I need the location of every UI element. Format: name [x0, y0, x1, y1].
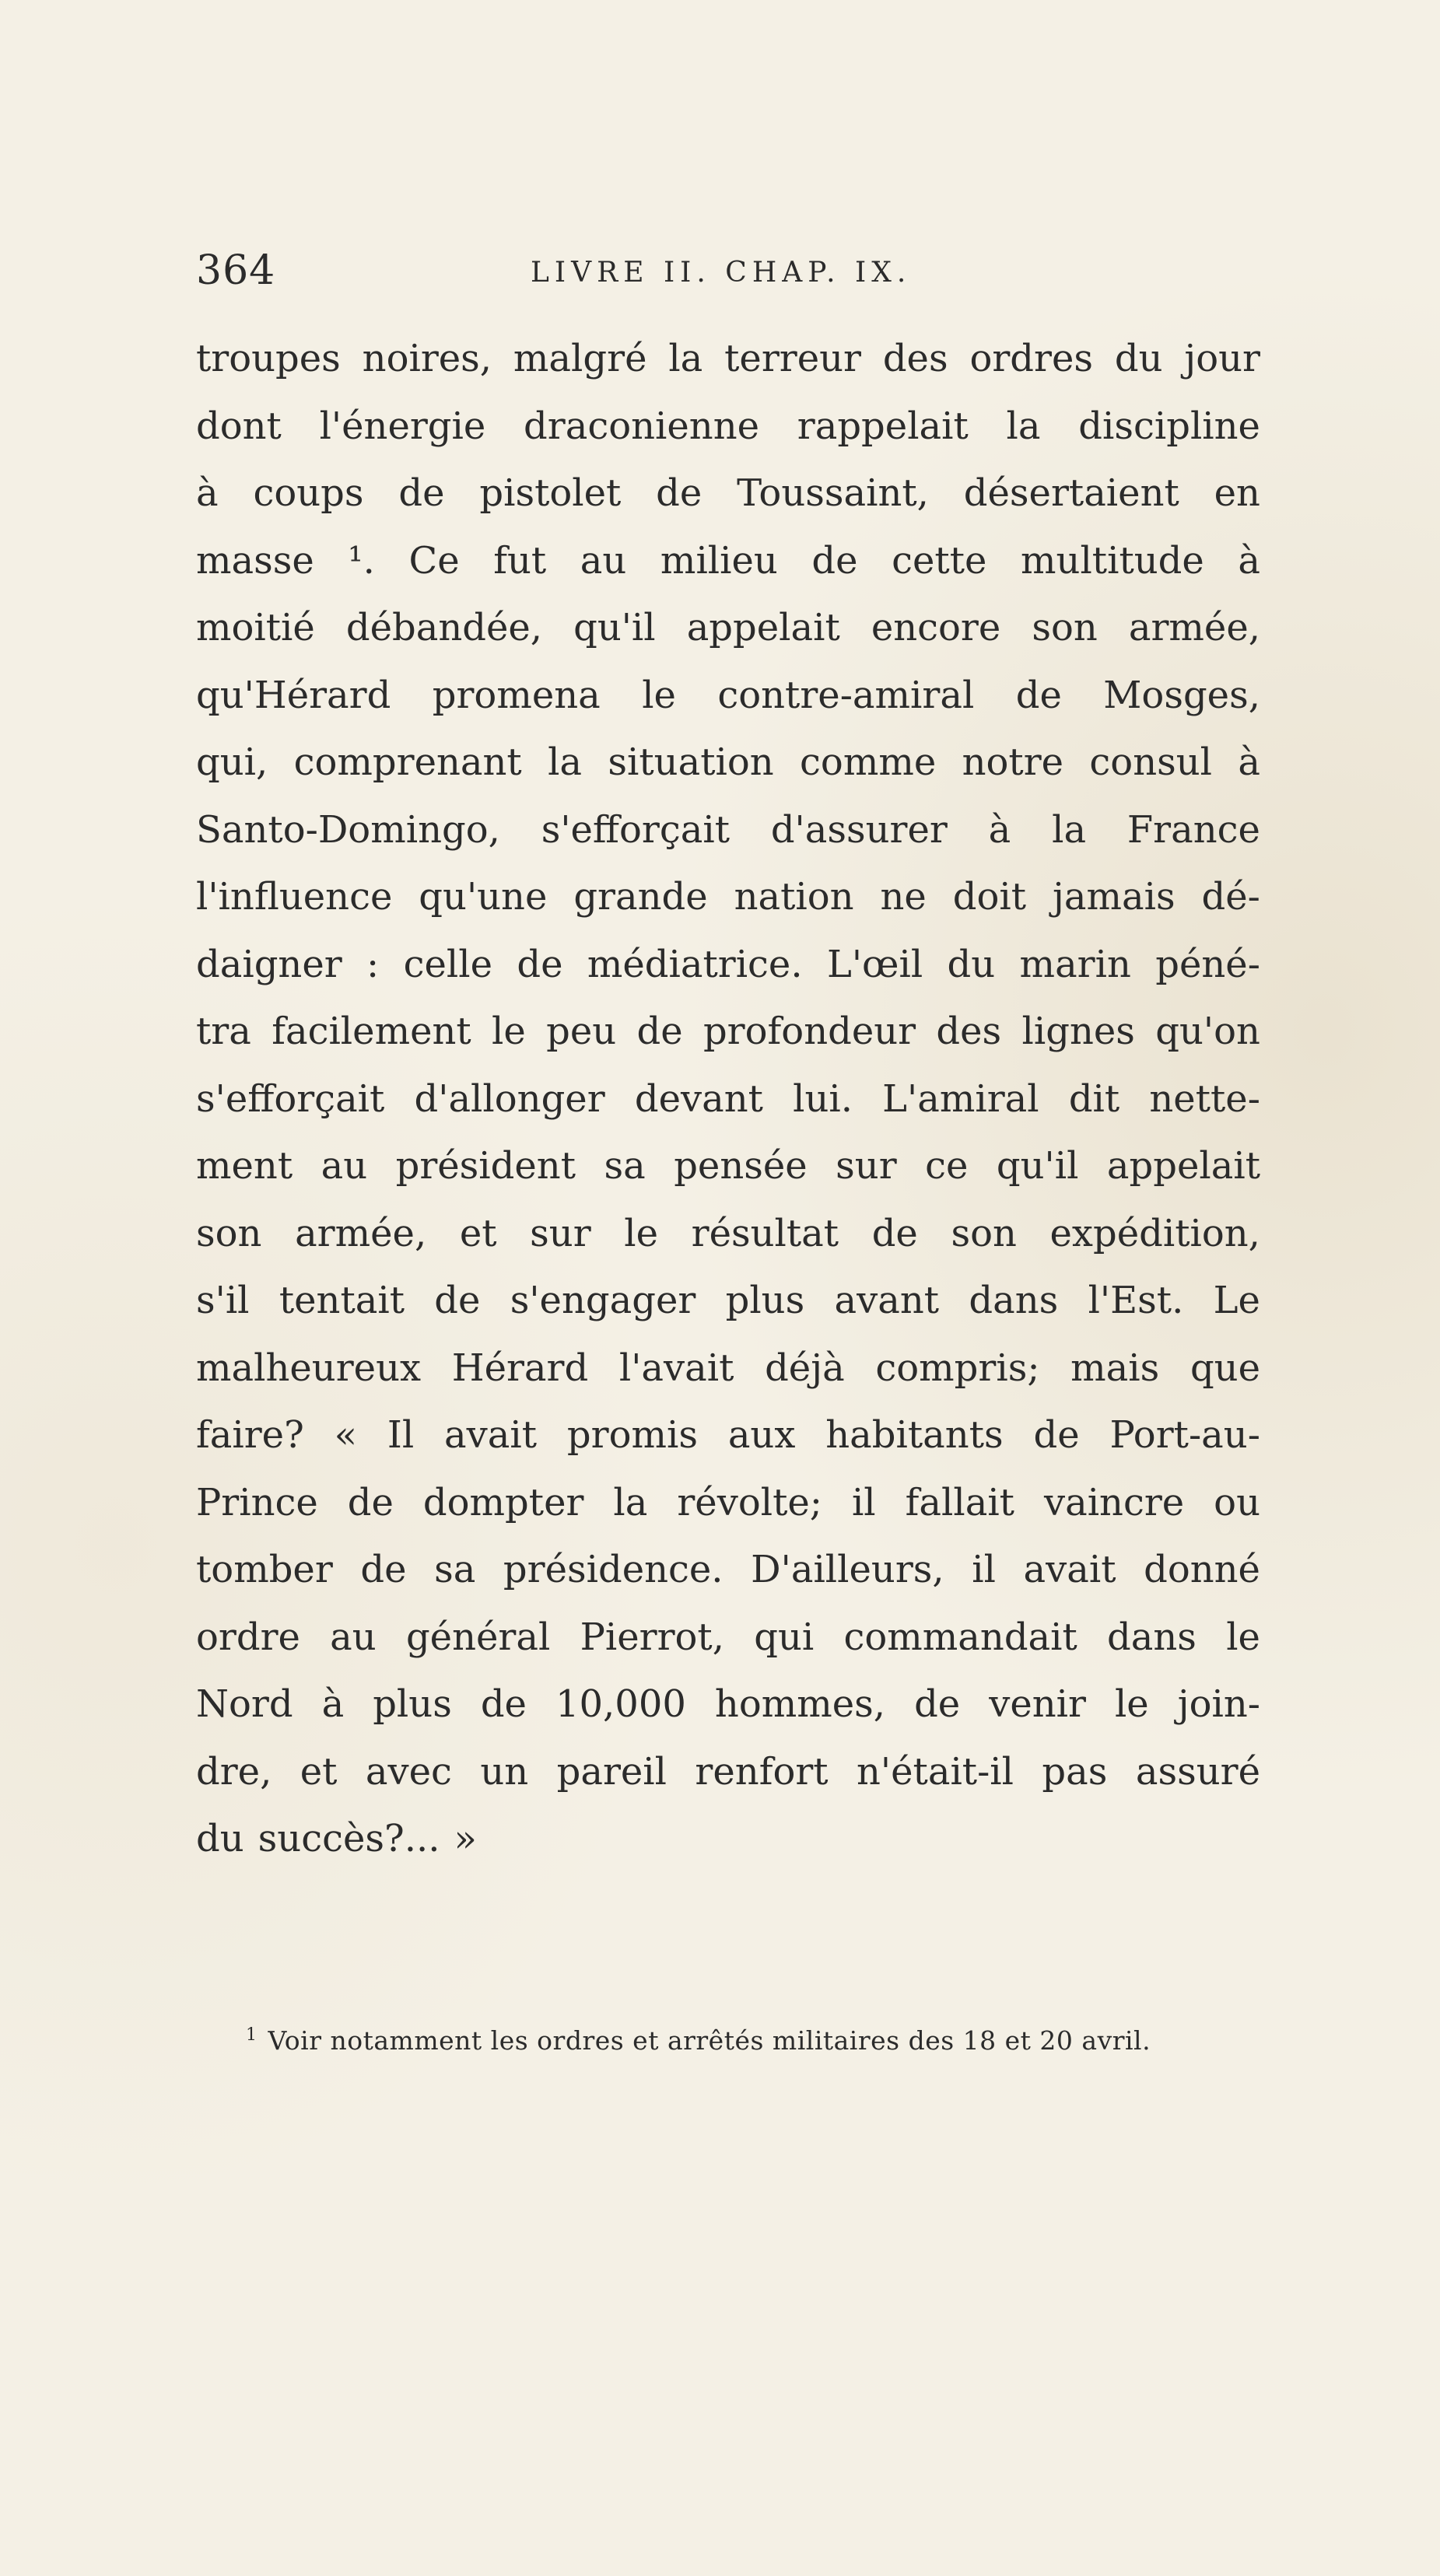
text-line — [196, 460, 1260, 527]
word: sa — [604, 1144, 646, 1188]
word: hommes, — [714, 1682, 886, 1726]
word: Mosges, — [1103, 673, 1260, 717]
word: 10,000 — [555, 1682, 686, 1726]
word: présidence. — [503, 1548, 724, 1591]
text-line — [196, 1805, 1260, 1873]
word: Toussaint, — [737, 471, 929, 515]
word: à — [321, 1682, 345, 1726]
text-line — [196, 863, 1260, 931]
word: mais — [1070, 1346, 1160, 1390]
word: peu — [546, 1010, 617, 1053]
word: lui. — [793, 1076, 853, 1121]
text-line — [196, 1536, 1260, 1604]
word: l'influence — [196, 875, 393, 919]
text-line — [196, 1132, 1260, 1200]
word: il — [851, 1480, 876, 1524]
word: de — [1015, 673, 1062, 717]
word: désertaient — [963, 471, 1179, 515]
text-line — [196, 1335, 1260, 1402]
word: L'amiral — [882, 1076, 1039, 1121]
word: ne — [880, 875, 927, 919]
word: D'ailleurs, — [751, 1548, 944, 1591]
word: coups — [253, 471, 364, 515]
text-line — [196, 1200, 1260, 1268]
word: son — [951, 1211, 1017, 1255]
word: de — [517, 942, 563, 986]
word: noires, — [362, 337, 492, 380]
page-number: 364 — [196, 247, 276, 294]
text-line — [196, 1604, 1260, 1671]
word: dompter — [422, 1480, 584, 1524]
word: d'allonger — [414, 1076, 605, 1121]
word: Il — [387, 1413, 415, 1457]
word: l'énergie — [319, 404, 486, 448]
word: avait — [1023, 1548, 1116, 1591]
running-head — [196, 247, 1260, 317]
word: de — [914, 1682, 961, 1726]
word: il — [972, 1548, 996, 1591]
word: péné- — [1155, 942, 1260, 986]
footnote-marker: 1 — [246, 2025, 258, 2045]
word: qui — [754, 1615, 815, 1659]
word: qu'il — [996, 1144, 1079, 1188]
word: Port-au- — [1109, 1413, 1260, 1457]
word: notre — [962, 740, 1064, 784]
word: marin — [1019, 942, 1131, 986]
footnote-text: Voir notamment les ordres et arrêtés militaires des 18 et 20 avril. — [268, 2025, 1151, 2056]
word: et — [300, 1749, 338, 1794]
word: sa — [434, 1548, 476, 1591]
text-line — [196, 796, 1260, 864]
word: encore — [871, 606, 1001, 649]
word: multitude — [1021, 538, 1204, 583]
word: un — [480, 1749, 529, 1794]
word: consul — [1089, 740, 1213, 784]
word: nette- — [1149, 1076, 1260, 1121]
word: ou — [1214, 1480, 1260, 1524]
word: ordres — [969, 337, 1093, 380]
word: troupes — [196, 337, 341, 380]
word: succès?... — [258, 1817, 440, 1860]
word: que — [1189, 1346, 1260, 1390]
word: et — [459, 1211, 497, 1255]
word: son — [196, 1211, 262, 1255]
word: révolte; — [677, 1480, 822, 1524]
body-text — [196, 325, 1260, 1873]
word: devant — [634, 1076, 763, 1121]
word: join- — [1177, 1682, 1260, 1726]
word: président — [395, 1144, 576, 1188]
word: Nord — [196, 1682, 293, 1726]
text-line — [196, 527, 1260, 595]
text-line — [196, 998, 1260, 1066]
word: la — [1006, 404, 1041, 448]
word: daigner — [196, 942, 342, 986]
word: au — [580, 538, 627, 583]
word: dont — [196, 404, 282, 448]
word: appelait — [686, 606, 840, 649]
word: Pierrot, — [580, 1615, 724, 1659]
word: de — [811, 538, 858, 583]
word: le — [492, 1010, 526, 1053]
word: grande — [573, 875, 708, 919]
word: plus — [725, 1279, 805, 1322]
word: médiatrice. — [587, 942, 803, 986]
word: Santo-Domingo, — [196, 807, 500, 852]
chapter-title: LIVRE II. CHAP. IX. — [531, 257, 912, 289]
word: L'œil — [826, 942, 923, 986]
word: dé- — [1201, 875, 1260, 919]
word: qu'une — [419, 875, 548, 919]
word: déjà — [765, 1346, 845, 1390]
word: l'avait — [618, 1346, 734, 1390]
word: des — [936, 1010, 1002, 1053]
word: cette — [892, 538, 987, 583]
word: de — [636, 1010, 683, 1053]
word: situation — [608, 740, 774, 784]
word: malheureux — [196, 1346, 422, 1390]
word: avant — [834, 1279, 940, 1322]
word: le — [1114, 1682, 1149, 1726]
word: lignes — [1021, 1010, 1135, 1053]
word: fut — [493, 538, 547, 583]
word: la — [548, 740, 583, 784]
word: pas — [1042, 1749, 1108, 1794]
word: jamais — [1052, 875, 1175, 919]
word: de — [1033, 1413, 1080, 1457]
word: compris; — [875, 1346, 1040, 1390]
word: ordre — [196, 1615, 300, 1659]
word: commandait — [843, 1615, 1077, 1659]
word: le — [1226, 1615, 1260, 1659]
text-line — [196, 594, 1260, 662]
word: ¹. — [348, 538, 375, 583]
word: Ce — [408, 538, 460, 583]
word: du — [1114, 337, 1163, 380]
word: le — [624, 1211, 659, 1255]
word: armée, — [1128, 606, 1260, 649]
word: pistolet — [479, 471, 622, 515]
word: de — [398, 471, 445, 515]
word: général — [405, 1615, 551, 1659]
word: du — [947, 942, 996, 986]
word: Prince — [196, 1480, 318, 1524]
word: la — [613, 1480, 648, 1524]
word: d'assurer — [770, 807, 948, 852]
word: promena — [432, 673, 601, 717]
word: tentait — [279, 1279, 405, 1322]
word: du — [196, 1817, 244, 1860]
word: tra — [196, 1010, 251, 1053]
word: le — [642, 673, 676, 717]
word: au — [330, 1615, 377, 1659]
text-line — [196, 1402, 1260, 1469]
word: terreur — [724, 337, 861, 380]
text-line — [196, 729, 1260, 796]
word: n'était-il — [857, 1749, 1014, 1794]
word: dans — [1107, 1615, 1196, 1659]
word: qu'Hérard — [196, 673, 391, 717]
word: tomber — [196, 1548, 333, 1591]
word: s'il — [196, 1279, 250, 1322]
word: renfort — [695, 1749, 829, 1794]
word: facilement — [272, 1010, 471, 1053]
word: s'efforçait — [196, 1076, 385, 1121]
word: aux — [727, 1413, 796, 1457]
text-line — [196, 1066, 1260, 1133]
word: qu'il — [573, 606, 656, 649]
word: avec — [365, 1749, 452, 1794]
word: s'efforçait — [541, 807, 731, 852]
word: nation — [734, 875, 854, 919]
word: comprenant — [293, 740, 522, 784]
word: s'engager — [510, 1279, 696, 1322]
word: à — [196, 471, 219, 515]
text-line — [196, 1671, 1260, 1738]
word: des — [882, 337, 948, 380]
word: ce — [925, 1144, 969, 1188]
word: Hérard — [451, 1346, 589, 1390]
word: comme — [800, 740, 937, 784]
footnote — [246, 2025, 1257, 2056]
word: fallait — [905, 1480, 1014, 1524]
word: à — [988, 807, 1011, 852]
word: à — [1238, 538, 1260, 583]
word: l'Est. — [1088, 1279, 1184, 1322]
word: appelait — [1106, 1144, 1260, 1188]
word: habitants — [825, 1413, 1004, 1457]
word: de — [434, 1279, 481, 1322]
word: pareil — [556, 1749, 667, 1794]
word: « — [334, 1413, 358, 1457]
word: avait — [444, 1413, 538, 1457]
word: sur — [836, 1144, 897, 1188]
word: la — [1052, 807, 1087, 852]
word: celle — [403, 942, 492, 986]
word: rappelait — [797, 404, 969, 448]
word: promis — [566, 1413, 698, 1457]
word: à — [1238, 740, 1260, 784]
word: plus — [373, 1682, 452, 1726]
word: de — [871, 1211, 918, 1255]
word: venir — [989, 1682, 1086, 1726]
word: dit — [1068, 1076, 1120, 1121]
word: de — [347, 1480, 394, 1524]
word: pensée — [674, 1144, 808, 1188]
text-line — [196, 931, 1260, 999]
word: expédition, — [1049, 1211, 1260, 1255]
word: masse — [196, 538, 314, 583]
text-line — [196, 662, 1260, 730]
word: son — [1032, 606, 1098, 649]
word: » — [454, 1817, 477, 1860]
text-line — [196, 325, 1260, 393]
word: de — [360, 1548, 407, 1591]
word: profondeur — [702, 1010, 916, 1053]
word: ment — [196, 1144, 293, 1188]
word: France — [1126, 807, 1260, 852]
word: moitié — [196, 606, 315, 649]
word: donné — [1144, 1548, 1260, 1591]
text-line — [196, 393, 1260, 460]
text-line — [196, 1738, 1260, 1806]
word: faire? — [196, 1413, 304, 1457]
word: milieu — [660, 538, 778, 583]
word: vaincre — [1043, 1480, 1185, 1524]
word: Le — [1213, 1279, 1260, 1322]
word: débandée, — [345, 606, 543, 649]
word: dre, — [196, 1749, 272, 1794]
word: malgré — [513, 337, 647, 380]
word: qu'on — [1155, 1010, 1260, 1053]
word: en — [1214, 471, 1260, 515]
word: dans — [969, 1279, 1059, 1322]
text-line — [196, 1469, 1260, 1537]
word: résultat — [691, 1211, 839, 1255]
text-line — [196, 1267, 1260, 1335]
word: qui, — [196, 740, 268, 784]
word: : — [366, 942, 380, 986]
word: jour — [1184, 337, 1260, 380]
word: discipline — [1078, 404, 1260, 448]
word: doit — [952, 875, 1027, 919]
word: assuré — [1135, 1749, 1260, 1794]
word: au — [321, 1144, 368, 1188]
word: sur — [530, 1211, 591, 1255]
word: la — [668, 337, 703, 380]
word: de — [480, 1682, 527, 1726]
word: de — [656, 471, 702, 515]
word: draconienne — [524, 404, 760, 448]
word: contre-amiral — [717, 673, 975, 717]
word: armée, — [295, 1211, 427, 1255]
